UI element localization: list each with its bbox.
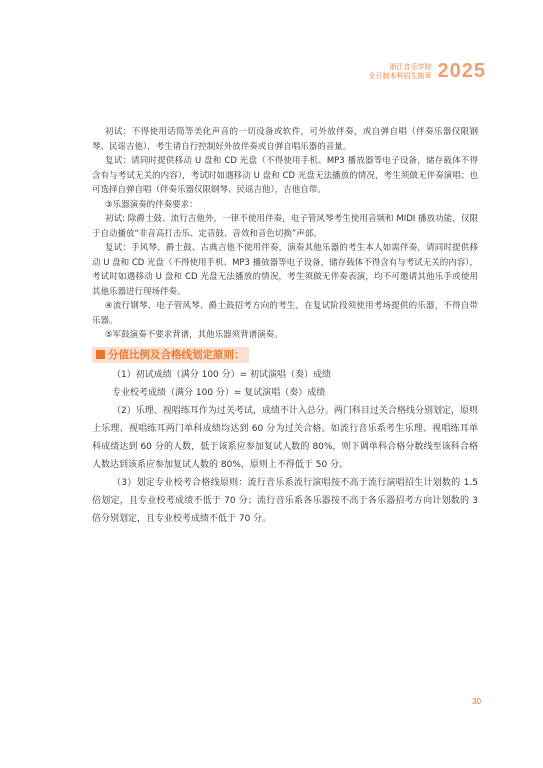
- paragraph-instrument-provided: ④流行钢琴、电子管风琴、爵士鼓招考方向的考生，在复试阶段须使用考场提供的乐器，不得自带乐器。: [92, 301, 478, 326]
- heading-square-icon: [96, 350, 105, 359]
- document-body: [92, 125, 478, 528]
- header-year: 2025: [437, 60, 486, 82]
- paragraph-instrument-retest: 复试：手风琴、爵士鼓、古典吉他不使用伴奏，演奏其他乐器的考生本人如需伴奏，请同时提供移动 U 盘和 CD 光盘（不得使用手机、MP3 播放器等电子设备，储存载体不得含有与考试无关的内容），考试时如遇移动 U 盘和 CD 光盘无法播放的情况，考生须做无伴奏表演，均不可邀请其他乐手或使用其他乐器进行现场伴奏。: [92, 243, 478, 297]
- paragraph-instrument-title: ③乐器演奏的伴奏要求：: [105, 199, 198, 210]
- page-header: [369, 60, 487, 83]
- score-rule-1b: 专业校考成绩（满分 100 分）= 复试演唱（奏）成绩: [112, 387, 326, 398]
- section-heading: [92, 347, 249, 363]
- page-number: 30: [472, 697, 481, 706]
- header-institution: [369, 63, 432, 81]
- score-rule-1: （1）初试成绩（满分 100 分）= 初试演唱（奏）成绩: [112, 369, 332, 380]
- score-rule-2: （2）乐理、视唱练耳作为过关考试，成绩不计入总分。两门科目过关合格线分别划定，原则上乐理、视唱练耳两门单科成绩均达到 60 分为过关合格。如流行音乐系考生乐理、视唱练耳单科成绩达到 60 分的人数，低于该系应参加复试人数的 80%，则下调单科合格分数线至该科合格人数达到该系应参加复试人数的 80%，原则上不得低于 50 分。: [92, 405, 478, 470]
- paragraph-instrument-initial: 初试: 除爵士鼓、流行吉他外，一律不使用伴奏，电子管风琴考生使用音频和 MIDI 播放功能，仅限于自动播放“非音高打击乐、定音鼓、音效和音色切换”声部。: [92, 214, 478, 239]
- paragraph-vocal-retest: 复试：请同时提供移动 U 盘和 CD 光盘（不得使用手机、MP3 播放器等电子设备，储存载体不得含有与考试无关的内容），考试时如遇移动 U 盘和 CD 光盘无法播放的情况，考生须做无伴奏演唱；也可选择自弹自唱（伴奏乐器仅限钢琴、民谣吉他），吉他自带。: [92, 156, 478, 195]
- paragraph-snare-drum: ⑤军鼓演奏不要求背谱，其他乐器须背谱演奏。: [105, 330, 283, 340]
- header-line-2: 全日制本科招生简章: [368, 71, 432, 80]
- score-rule-3: （3）划定专业校考合格线原则：流行音乐系流行演唱按不高于流行演唱招生计划数的 1.5 倍划定，且专业校考成绩不低于 70 分；流行音乐系各乐器按不高于各乐器招考方向计划数的 3 倍分别划定，且专业校考成绩不低于 70 分。: [92, 477, 478, 524]
- section-heading-text: 分值比例及合格线划定原则：: [108, 348, 245, 361]
- paragraph-vocal-initial: 初试：不得使用话筒等美化声音的一切设备或软件，可外放伴奏，或自弹自唱（伴奏乐器仅限钢琴、民谣吉他），考生请自行控制好外放伴奏或自弹自唱乐器的音量。: [92, 127, 478, 152]
- header-line-1: 浙江音乐学院: [389, 62, 432, 71]
